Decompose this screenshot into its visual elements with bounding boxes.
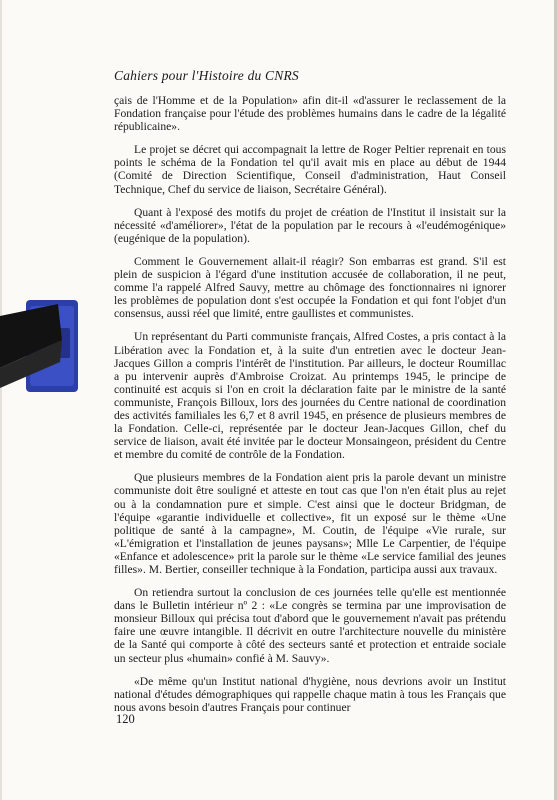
paragraph-4: Comment le Gouvernement allait-il réagir? Son embarras est grand. S'il est plein de suspicion à l'égard d'une institution accusée de collaboration, il ne peut, comme l'a rappelé Alfred Sauvy, mettre au chômage des fonctionnaires ni ignorer les problèmes de population dont s'est occupée la Fondation et qui font l'objet d'un consensus, aussi réel que limité, entre gaullistes et communistes. (114, 254, 506, 321)
paragraph-1: çais de l'Homme et de la Population» afin dit-il «d'assurer le reclassement de la Fondation française pour l'étude des problèmes humains dans le cadre de la légalité républicaine». (114, 94, 506, 134)
binder-clip-image (0, 298, 80, 396)
paragraph-2: Le projet se décret qui accompagnait la lettre de Roger Peltier reprenait en tous points le schéma de la Fondation tel qu'il avait mis en place au début de 1944 (Comité de Direction Scientifique, Conseil d'administration, Haut Conseil Technique, Chef du service de liaison, Secrétaire Général). (114, 143, 506, 196)
paragraph-7: On retiendra surtout la conclusion de ces journées telle qu'elle est mentionnée dans le Bulletin intérieur nº 2 : «Le congrès se termina par une improvisation de monsieur Billoux qui précisa tout d'abord que le gouvernement n'avait pas prétendu faire une œuvre intangible. Il décrivit en outre l'architecture nouvelle du ministère de la Santé qui comporte à côté des secteurs santé et protection et entraide sociale un secteur plus «humain» confié à M. Sauvy». (114, 586, 506, 665)
paragraph-8: «De même qu'un Institut national d'hygiène, nous devrions avoir un Institut national d'études démographiques qui rappelle chaque matin à tous les Français que nous avons besoin d'autres Français pour continuer (114, 674, 506, 714)
paragraph-5: Un représentant du Parti communiste français, Alfred Costes, a pris contact à la Libération avec la Fondation et, à la suite d'un entretien avec le docteur Jean-Jacques Gillon a compris l'intérêt de l'institution. Par ailleurs, le docteur Roumillac a pu intervenir auprès d'Ambroise Croizat. Au printemps 1945, le principe de continuité est acquis si l'on en croit la déclaration faite par le ministre de la santé communiste, François Billoux, lors des journées du Centre national de coordination des activités familiales les 6,7 et 8 avril 1945, en présence de plusieurs membres de la Fondation. Celle-ci, représentée par le docteur Jean-Jacques Gillon, chef du service de liaison, avait été invitée par le docteur Monsaingeon, président du Centre et membre du comité de contrôle de la Fondation. (114, 330, 506, 462)
paragraph-6: Que plusieurs membres de la Fondation aient pris la parole devant un ministre communiste doit être souligné et atteste en tout cas que l'on n'en était plus au rejet ou à la condamnation pure et simple. C'est ainsi que le docteur Bridgman, de l'équipe «garantie individuelle et collective», fit un exposé sur le thème «Une politique de santé à la campagne», M. Coutin, de l'équipe «Vie rurale, sur «L'émigration et l'installation de jeunes paysans»; Mlle Le Carpentier, de l'équipe «Enfance et adolescence» prit la parole sur le thème «Le service familial des jeunes filles». M. Bertier, conseiller technique à la Fondation, participa aussi aux travaux. (114, 471, 506, 576)
paragraph-3: Quant à l'exposé des motifs du projet de création de l'Institut il insistait sur la nécessité «d'améliorer», l'état de la population par le recours à «l'eudémogénique» (eugénique de la population). (114, 205, 506, 245)
body-text (114, 94, 506, 724)
page-number: 120 (116, 712, 135, 726)
running-head: Cahiers pour l'Histoire du CNRS (114, 68, 299, 83)
